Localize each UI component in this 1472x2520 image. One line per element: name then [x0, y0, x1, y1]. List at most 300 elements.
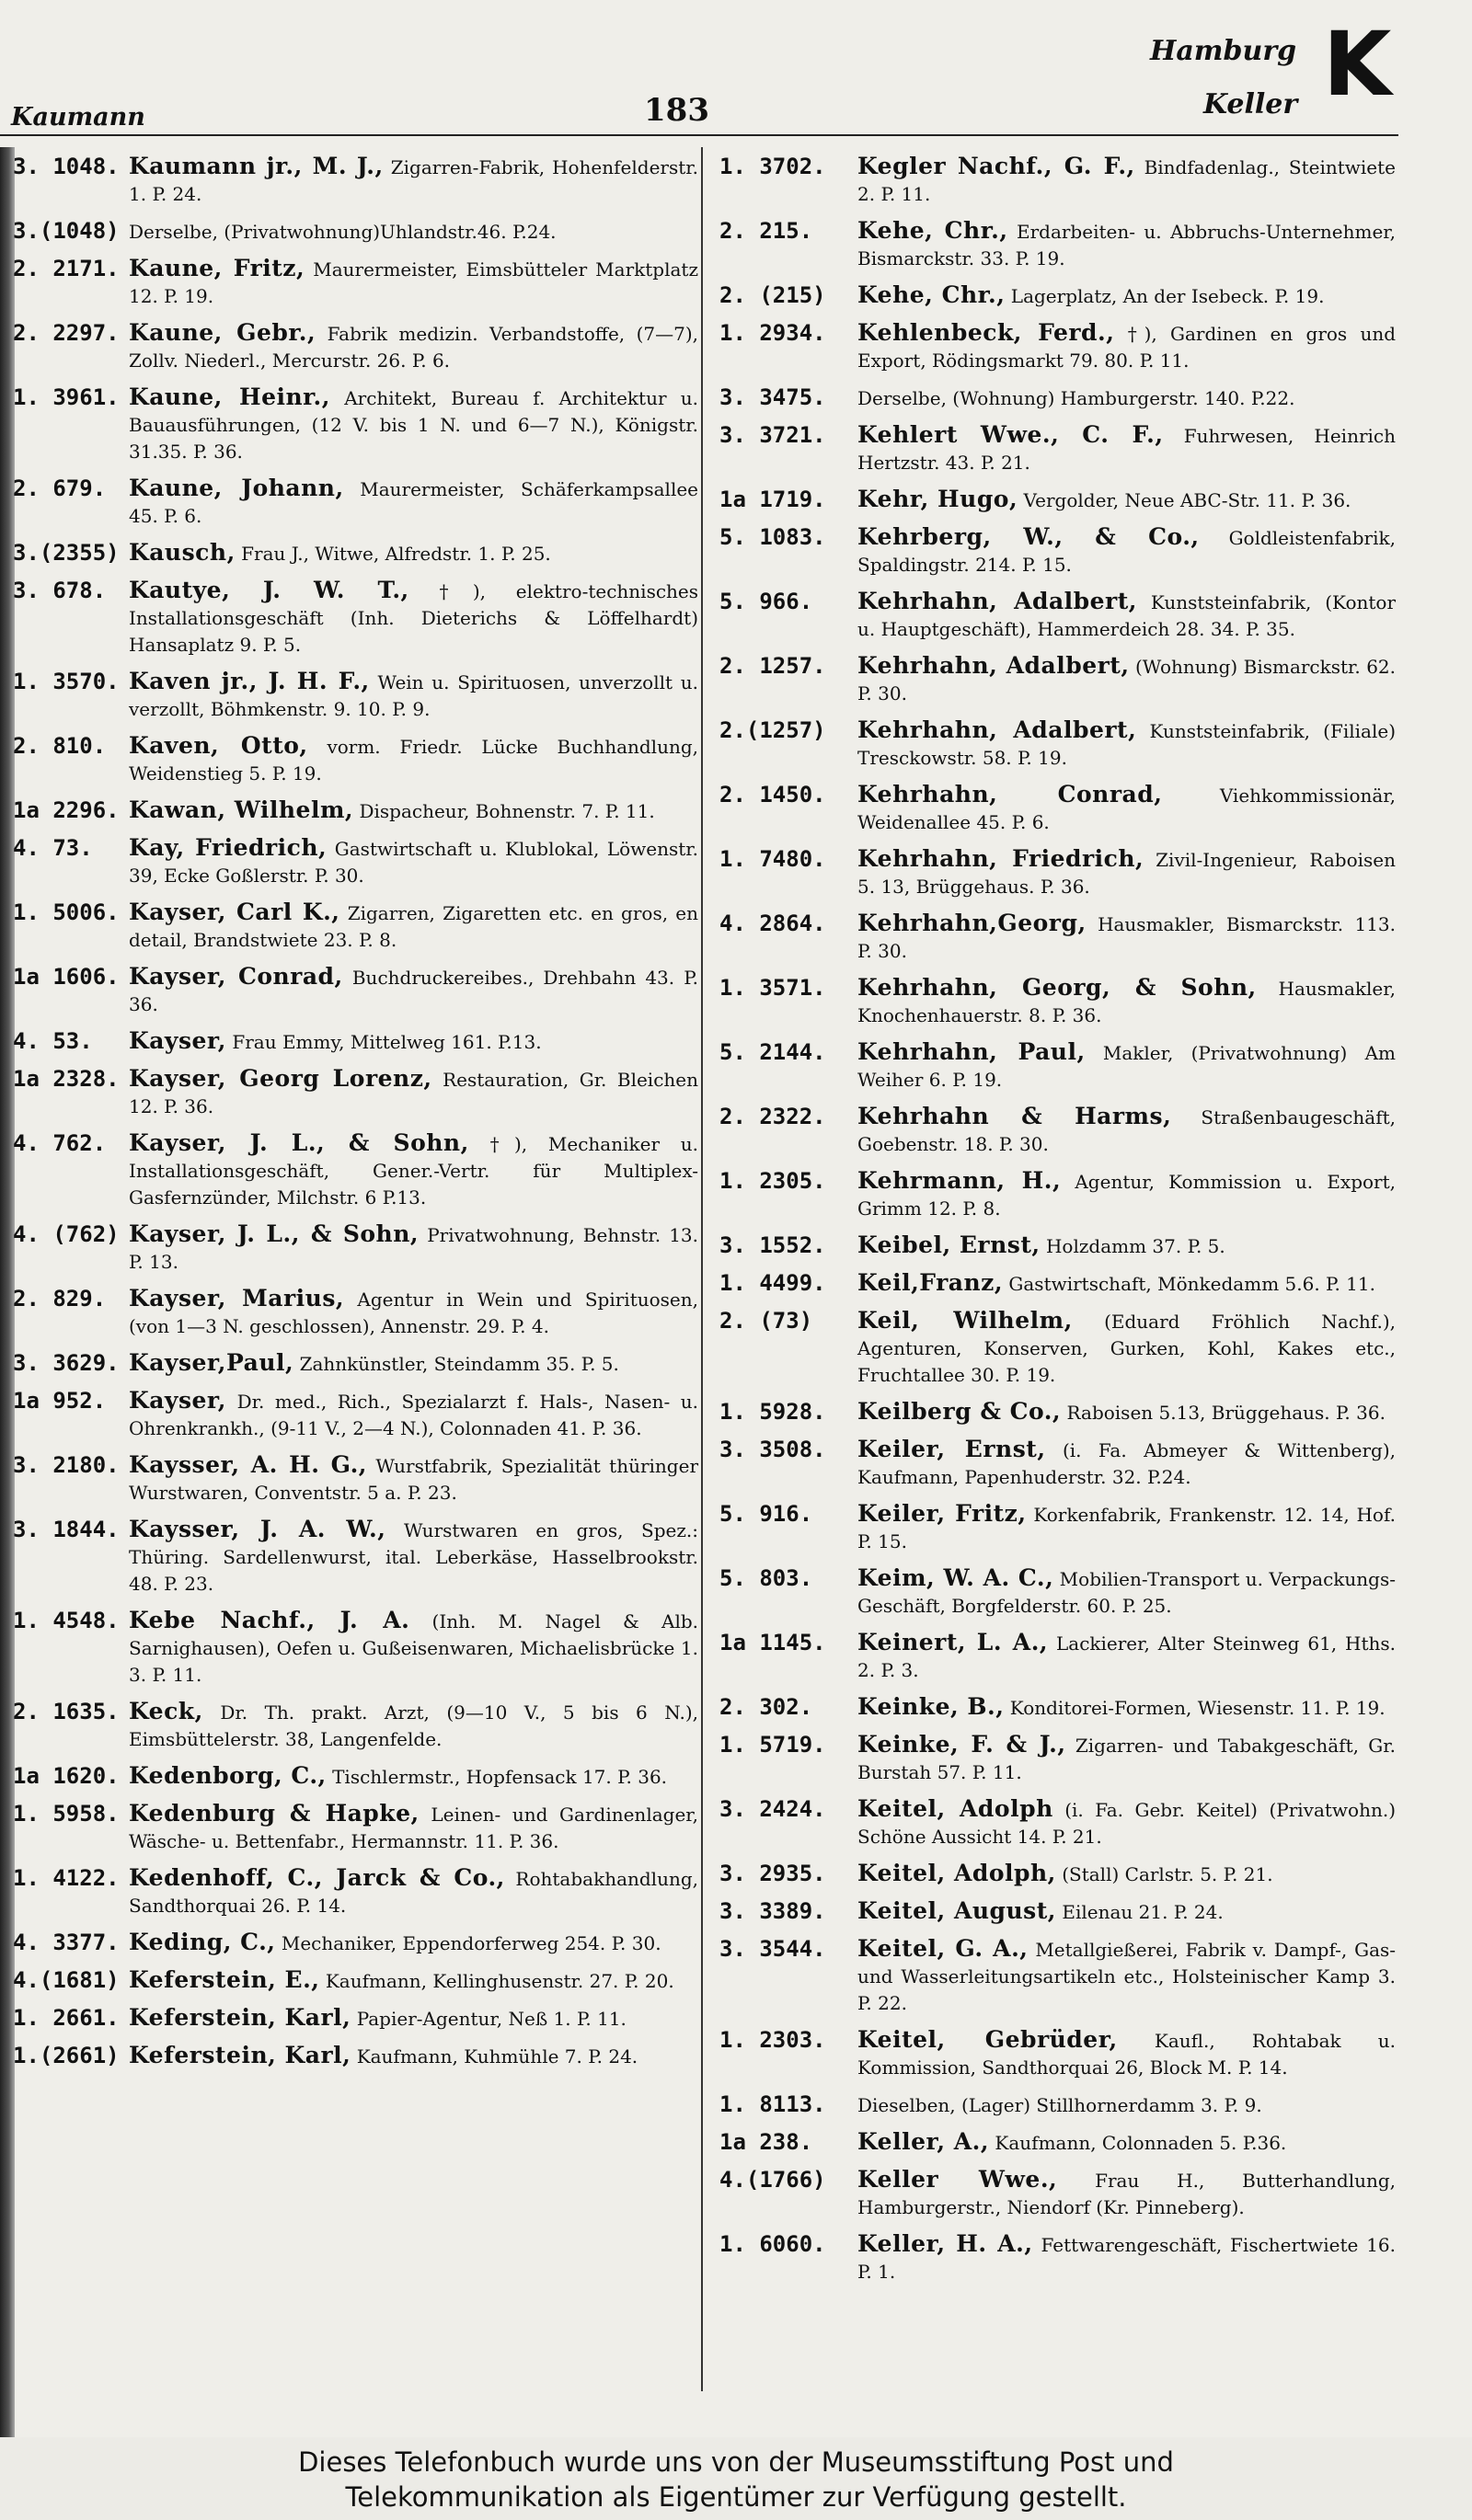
directory-entry — [719, 1038, 1396, 1094]
directory-entry — [719, 1693, 1396, 1722]
entry-body — [857, 1398, 1396, 1426]
entry-details: †), Gardinen en gros und Export, Rödingsmarkt 79. 80. P. 11. — [857, 323, 1397, 372]
entry-details: Restauration, Gr. Bleichen 12. P. 36. — [129, 1069, 699, 1117]
phone-number: 1. 3571. — [719, 975, 826, 1001]
directory-entry — [719, 652, 1396, 707]
directory-entry — [13, 2004, 698, 2033]
footer-notice — [0, 2437, 1472, 2520]
entry-name: Kayser, Georg Lorenz, — [129, 1065, 432, 1092]
directory-entry — [719, 588, 1396, 643]
directory-entry — [719, 281, 1396, 310]
phone-number: 3. 1844. — [13, 1517, 120, 1542]
entry-details: Kaufl., Rohtabak u. Kommission, Sandthorquai 26, Block M. P. 14. — [857, 2030, 1396, 2079]
phone-number: 4.(1681) — [13, 1967, 120, 1993]
entry-details: Dr. Th. prakt. Arzt, (9—10 V., 5 bis 6 N.), Eimsbüttelerstr. 38, Langenfelde. — [129, 1701, 699, 1750]
phone-number: 1a 2296. — [13, 797, 120, 823]
entry-body — [857, 1500, 1396, 1555]
entry-name: Kaumann jr., M. J., — [129, 153, 384, 179]
entry-details: Wein u. Spirituosen, unverzollt u. verzollt, Böhmkenstr. 9. 10. P. 9. — [129, 671, 699, 720]
phone-number: 1. 5719. — [719, 1732, 826, 1758]
entry-name: Keil, Wilhelm, — [857, 1307, 1073, 1334]
phone-number: 1. 5928. — [719, 1399, 826, 1425]
entry-body — [129, 1129, 698, 1211]
phone-number: 2. 302. — [719, 1694, 813, 1720]
directory-entry — [719, 974, 1396, 1029]
phone-number: 1a 952. — [13, 1388, 107, 1414]
entry-body — [129, 1065, 698, 1120]
entry-name: Kayser, J. L., & Sohn, — [129, 1220, 420, 1247]
directory-entry — [719, 421, 1396, 476]
phone-number: 3. 2180. — [13, 1452, 120, 1478]
entry-name: Kehrberg, W., & Co., — [857, 523, 1200, 550]
directory-entry — [13, 1929, 698, 1957]
entry-details: Rohtabakhandlung, Sandthorquai 26. P. 14. — [129, 1868, 698, 1917]
entry-body — [129, 834, 698, 889]
entry-name: Kaven, Otto, — [129, 732, 308, 759]
directory-entry — [13, 1966, 698, 1995]
phone-number: 3. 2935. — [719, 1861, 826, 1886]
entry-details: Raboisen 5.13, Brüggehaus. P. 36. — [1066, 1402, 1386, 1424]
entry-name: Keller, A., — [857, 2128, 990, 2155]
entry-details: Frau Emmy, Mittelweg 161. P.13. — [232, 1031, 542, 1053]
phone-number: 3. 3475. — [719, 384, 826, 410]
entry-details: Kaufmann, Kuhmühle 7. P. 24. — [356, 2045, 638, 2068]
entry-body — [857, 421, 1396, 476]
entry-details: (Wohnung) Bismarckstr. 62. P. 30. — [857, 656, 1397, 704]
directory-entry — [13, 319, 698, 374]
entry-details: (Eduard Fröhlich Nachf.), Agenturen, Konserven, Gurken, Kohl, Kakes etc., Fruchtallee 30. P. 19. — [857, 1311, 1396, 1386]
directory-entry — [719, 1398, 1396, 1426]
entry-name: Kaune, Heinr., — [129, 384, 330, 410]
phone-number: 1. 2934. — [719, 320, 826, 346]
phone-number: 3.(1048) — [13, 218, 120, 244]
entry-body — [129, 1966, 698, 1995]
phone-number: 4. 3377. — [13, 1930, 120, 1955]
entry-name: Kaune, Gebr., — [129, 319, 316, 346]
entry-body — [129, 1220, 698, 1276]
entry-body — [857, 1897, 1396, 1926]
phone-number: 1. 2305. — [719, 1168, 826, 1194]
entry-details: Konditorei-Formen, Wiesenstr. 11. P. 19. — [1009, 1697, 1386, 1719]
entry-details: Holzdamm 37. P. 5. — [1045, 1235, 1225, 1257]
entry-body — [857, 910, 1396, 965]
entry-details: (Stall) Carlstr. 5. P. 21. — [1062, 1863, 1273, 1885]
phone-number: 2.(1257) — [719, 717, 826, 743]
entry-details: Derselbe, (Wohnung) Hamburgerstr. 140. P.22. — [857, 387, 1295, 409]
directory-entry — [13, 1027, 698, 1056]
entry-details: Korkenfabrik, Frankenstr. 12. 14, Hof. P. 15. — [857, 1504, 1397, 1552]
entry-name: Kaysser, A. H. G., — [129, 1451, 368, 1478]
entry-body — [857, 974, 1396, 1029]
directory-entry — [719, 1167, 1396, 1222]
entry-body — [129, 796, 698, 825]
entry-body — [857, 1731, 1396, 1786]
directory-entry — [13, 217, 698, 246]
entry-body — [129, 1800, 698, 1855]
footer-line-1: Dieses Telefonbuch wurde uns von der Museumsstiftung Post und — [298, 2446, 1174, 2478]
directory-entry — [719, 2026, 1396, 2081]
directory-entry — [13, 1800, 698, 1855]
directory-entry — [13, 255, 698, 310]
directory-entry — [719, 1564, 1396, 1620]
entry-body — [129, 963, 698, 1018]
phone-number: 1. 4122. — [13, 1865, 120, 1891]
directory-entry — [13, 1387, 698, 1442]
entry-name: Keim, W. A. C., — [857, 1564, 1054, 1591]
entry-details: Mobilien-Transport u. Verpackungs-Geschäft, Borgfelderstr. 60. P. 25. — [857, 1568, 1396, 1617]
entry-details: Maurermeister, Eimsbütteler Marktplatz 12. P. 19. — [129, 258, 698, 307]
directory-entry — [719, 153, 1396, 208]
entry-details: Architekt, Bureau f. Architektur u. Bauausführungen, (12 V. bis 1 N. und 6—7 N.), Königstr. 31.35. P. 36. — [129, 387, 698, 463]
phone-number: 3. 3721. — [719, 422, 826, 448]
entry-details: (i. Fa. Gebr. Keitel) (Privatwohn.) Schöne Aussicht 14. P. 21. — [857, 1799, 1397, 1848]
directory-entry — [719, 217, 1396, 272]
entry-body — [129, 1864, 698, 1919]
header-left-word: Kaumann — [11, 103, 145, 132]
phone-number: 3. 2424. — [719, 1796, 826, 1822]
phone-number: 1a 238. — [719, 2129, 813, 2155]
entry-body — [857, 1629, 1396, 1684]
page-number: 183 — [644, 92, 709, 129]
entry-name: Kehrhahn & Harms, — [857, 1103, 1172, 1129]
entry-body — [857, 1167, 1396, 1222]
directory-entry — [13, 963, 698, 1018]
directory-entry — [13, 153, 698, 208]
directory-entry — [719, 1897, 1396, 1926]
phone-number: 5. 2144. — [719, 1039, 826, 1065]
phone-number: 3. 3508. — [719, 1437, 826, 1462]
phone-number: 1.(2661) — [13, 2043, 120, 2068]
entry-body — [129, 1285, 698, 1340]
entry-body — [857, 845, 1396, 900]
entry-name: Kayser,Paul, — [129, 1349, 294, 1376]
phone-number: 4. 762. — [13, 1130, 107, 1156]
directory-entry — [13, 1698, 698, 1753]
entry-name: Kedenhoff, C., Jarck & Co., — [129, 1864, 505, 1891]
entry-body — [857, 1269, 1396, 1298]
directory-entry — [719, 2090, 1396, 2119]
entry-name: Kaune, Fritz, — [129, 255, 305, 281]
phone-number: 2. 1450. — [719, 782, 826, 808]
phone-number: 4. (762) — [13, 1221, 120, 1247]
entry-body — [129, 1698, 698, 1753]
directory-entry — [13, 1220, 698, 1276]
entry-body — [857, 1564, 1396, 1620]
section-letter: K — [1323, 13, 1392, 116]
phone-number: 2. 1257. — [719, 653, 826, 679]
directory-entry — [13, 1864, 698, 1919]
entry-body — [857, 2166, 1396, 2221]
directory-entry — [719, 2128, 1396, 2157]
entry-body — [129, 539, 698, 567]
entry-body — [857, 486, 1396, 514]
entry-details: Vergolder, Neue ABC-Str. 11. P. 36. — [1023, 489, 1351, 511]
footer-line-2: Telekommunikation als Eigentümer zur Verfügung gestellt. — [345, 2481, 1127, 2513]
directory-entry — [719, 2230, 1396, 2285]
entry-details: Wurstwaren en gros, Spez.: Thüring. Sardellenwurst, ital. Leberkäse, Hasselbrookstr. 48. P. 23. — [129, 1519, 698, 1595]
entry-body — [857, 588, 1396, 643]
header-right-word: Keller — [1203, 88, 1298, 120]
entry-details: Gastwirtschaft, Mönkedamm 5.6. P. 11. — [1008, 1273, 1375, 1295]
entry-body — [129, 1027, 698, 1056]
phone-number: 3. 678. — [13, 578, 107, 603]
entry-body — [857, 716, 1396, 772]
entry-details: Zivil-Ingenieur, Raboisen 5. 13, Brüggehaus. P. 36. — [857, 849, 1396, 898]
entry-details: Erdarbeiten- u. Abbruchs-Unternehmer, Bismarckstr. 33. P. 19. — [857, 221, 1396, 269]
entry-name: Kautye, J. W. T., — [129, 577, 409, 603]
entry-details: Goldleistenfabrik, Spaldingstr. 214. P. 15. — [857, 527, 1396, 576]
phone-number: 1a 2328. — [13, 1066, 120, 1092]
directory-entry — [719, 523, 1396, 578]
entry-body — [129, 217, 698, 246]
phone-number: 5. 803. — [719, 1565, 813, 1591]
entry-details: Dieselben, (Lager) Stillhornerdamm 3. P. 9. — [857, 2094, 1262, 2116]
entry-details: Agentur, Kommission u. Export, Grimm 12. P. 8. — [857, 1171, 1396, 1220]
entry-body — [129, 1451, 698, 1506]
entry-body — [129, 384, 698, 465]
entry-body — [129, 475, 698, 530]
entry-body — [857, 384, 1396, 412]
entry-name: Keitel, Adolph — [857, 1795, 1053, 1822]
phone-number: 5. 1083. — [719, 524, 826, 550]
entry-name: Keil,Franz, — [857, 1269, 1004, 1296]
directory-entry — [13, 1129, 698, 1211]
entry-name: Keller Wwe., — [857, 2166, 1058, 2193]
entry-name: Keitel, August, — [857, 1897, 1056, 1924]
directory-entry — [719, 845, 1396, 900]
directory-entry — [719, 716, 1396, 772]
entry-body — [857, 281, 1396, 310]
phone-number: 4. 73. — [13, 835, 93, 861]
entry-name: Kayser, Conrad, — [129, 963, 343, 990]
entry-details: Frau J., Witwe, Alfredstr. 1. P. 25. — [241, 543, 551, 565]
entry-body — [129, 319, 698, 374]
directory-entry — [719, 1731, 1396, 1786]
directory-entry — [13, 1607, 698, 1689]
entry-name: Kehlert Wwe., C. F., — [857, 421, 1164, 448]
entry-details: Kunststeinfabrik, (Kontor u. Hauptgeschäft), Hammerdeich 28. 34. P. 35. — [857, 591, 1397, 640]
entry-name: Kausch, — [129, 539, 236, 566]
entry-name: Kehr, Hugo, — [857, 486, 1018, 512]
entry-details: Derselbe, (Privatwohnung)Uhlandstr.46. P.24. — [129, 221, 557, 243]
entry-name: Kegler Nachf., G. F., — [857, 153, 1135, 179]
entry-body — [857, 781, 1396, 836]
phone-number: 1. 5006. — [13, 899, 120, 925]
entry-name: Keller, H. A., — [857, 2230, 1033, 2257]
directory-entry — [13, 1065, 698, 1120]
entry-body — [857, 1307, 1396, 1389]
entry-name: Keiler, Fritz, — [857, 1500, 1027, 1527]
entry-body — [129, 1762, 698, 1791]
entry-name: Kehrhahn,Georg, — [857, 910, 1087, 936]
entry-details: Dispacheur, Bohnenstr. 7. P. 11. — [359, 800, 655, 822]
column-divider — [701, 147, 703, 2391]
phone-number: 1. 2661. — [13, 2005, 120, 2031]
entry-body — [857, 1693, 1396, 1722]
entry-name: Kedenborg, C., — [129, 1762, 327, 1789]
entry-name: Keitel, G. A., — [857, 1935, 1029, 1962]
phone-number: 2. 829. — [13, 1286, 107, 1312]
phone-number: 1a 1719. — [719, 487, 826, 512]
entry-name: Kedenburg & Hapke, — [129, 1800, 420, 1827]
phone-number: 3. 3629. — [13, 1350, 120, 1376]
directory-entry — [13, 834, 698, 889]
entry-details: Leinen- und Gardinenlager, Wäsche- u. Bettenfabr., Hermannstr. 11. P. 36. — [129, 1804, 698, 1852]
header-city: Hamburg — [1150, 35, 1297, 67]
entry-name: Kebe Nachf., J. A. — [129, 1607, 410, 1633]
entry-details: Agentur in Wein und Spirituosen, (von 1—3 N. geschlossen), Annenstr. 29. P. 4. — [129, 1289, 698, 1337]
entry-details: Frau H., Butterhandlung, Hamburgerstr., Niendorf (Kr. Pinneberg). — [857, 2170, 1397, 2218]
directory-entry — [719, 384, 1396, 412]
entry-body — [857, 523, 1396, 578]
entry-name: Kehrhahn, Adalbert, — [857, 716, 1137, 743]
entry-name: Keck, — [129, 1698, 203, 1724]
phone-number: 2. (73) — [719, 1308, 813, 1334]
directory-entry — [719, 1860, 1396, 1888]
entry-name: Kayser, Marius, — [129, 1285, 345, 1312]
directory-entry — [13, 668, 698, 723]
phone-number: 1. 8113. — [719, 2091, 826, 2117]
phone-number: 3. 3389. — [719, 1898, 826, 1924]
entry-details: Lackierer, Alter Steinweg 61, Hths. 2. P. 3. — [857, 1632, 1396, 1681]
entry-details: Eilenau 21. P. 24. — [1062, 1901, 1224, 1923]
directory-entry — [13, 577, 698, 659]
entry-name: Kehrhahn, Adalbert, — [857, 588, 1137, 614]
phone-number: 1a 1606. — [13, 964, 120, 990]
entry-name: Kaysser, J. A. W., — [129, 1516, 386, 1542]
entry-details: (i. Fa. Abmeyer & Wittenberg), Kaufmann, Papenhuderstr. 32. P.24. — [857, 1439, 1397, 1488]
directory-entry — [13, 1285, 698, 1340]
entry-details: Fettwarengeschäft, Fischertwiete 16. P. 1. — [857, 2234, 1396, 2283]
entry-name: Kayser, Carl K., — [129, 899, 340, 925]
phone-number: 1a 1620. — [13, 1763, 120, 1789]
entry-body — [857, 2128, 1396, 2157]
phone-number: 4. 2864. — [719, 911, 826, 936]
entry-body — [129, 1349, 698, 1378]
phone-number: 2. 1635. — [13, 1699, 120, 1724]
entry-details: Kunststeinfabrik, (Filiale) Tresckowstr. 58. P. 19. — [857, 720, 1397, 769]
entry-details: Makler, (Privatwohnung) Am Weiher 6. P. 19. — [857, 1042, 1396, 1091]
entry-details: Fuhrwesen, Heinrich Hertzstr. 43. P. 21. — [857, 425, 1396, 474]
entry-details: Hausmakler, Knochenhauerstr. 8. P. 36. — [857, 978, 1396, 1026]
directory-entry — [719, 319, 1396, 374]
entry-name: Keferstein, E., — [129, 1966, 320, 1993]
entry-details: Metallgießerei, Fabrik v. Dampf-, Gas- und Wasserleitungsartikeln etc., Holsteinischer Kamp 3. P. 22. — [857, 1939, 1397, 2014]
entry-name: Keitel, Adolph, — [857, 1860, 1056, 1886]
phone-number: 2. 2322. — [719, 1104, 826, 1129]
entry-name: Kayser, — [129, 1027, 226, 1054]
directory-entry — [13, 1516, 698, 1598]
entry-details: Papier-Agentur, Neß 1. P. 11. — [356, 2008, 627, 2030]
phone-number: 1. 6060. — [719, 2231, 826, 2257]
directory-entry — [13, 475, 698, 530]
entry-name: Keibel, Ernst, — [857, 1231, 1041, 1258]
phone-number: 1. 7480. — [719, 846, 826, 872]
entry-body — [129, 732, 698, 787]
phone-number: 2. 810. — [13, 733, 107, 759]
entry-name: Kaven jr., J. H. F., — [129, 668, 370, 694]
entry-name: Kayser, J. L., & Sohn, — [129, 1129, 469, 1156]
entry-name: Kehrhahn, Adalbert, — [857, 652, 1130, 679]
directory-entry — [719, 1629, 1396, 1684]
entry-name: Keilberg & Co., — [857, 1398, 1062, 1425]
phone-number: 5. 966. — [719, 589, 813, 614]
entry-name: Keinert, L. A., — [857, 1629, 1049, 1655]
entry-details: †), elektro-technisches Installationsgeschäft (Inh. Dieterichs & Löffelhardt) Hansaplatz 9. P. 5. — [129, 580, 699, 656]
entry-name: Keinke, B., — [857, 1693, 1005, 1720]
entry-details: Privatwohnung, Behnstr. 13. P. 13. — [129, 1224, 698, 1273]
entry-body — [129, 1607, 698, 1689]
phone-number: 1. 4499. — [719, 1270, 826, 1296]
phone-number: 5. 916. — [719, 1501, 813, 1527]
directory-entry — [13, 732, 698, 787]
directory-entry — [13, 384, 698, 465]
header-rule — [0, 134, 1398, 136]
phone-number: 1. 3702. — [719, 154, 826, 179]
directory-entry — [719, 781, 1396, 836]
directory-entry — [13, 1451, 698, 1506]
entry-body — [857, 1860, 1396, 1888]
entry-details: Gastwirtschaft u. Klublokal, Löwenstr. 39, Ecke Goßlerstr. P. 30. — [129, 838, 699, 887]
directory-entry — [719, 1500, 1396, 1555]
entry-name: Kawan, Wilhelm, — [129, 796, 354, 823]
entry-details: Straßenbaugeschäft, Goebenstr. 18. P. 30. — [857, 1106, 1396, 1155]
phone-number: 1. 4548. — [13, 1608, 120, 1633]
entry-details: (Inh. M. Nagel & Alb. Sarnighausen), Oefen u. Gußeisenwaren, Michaelisbrücke 1. 3. P. 11. — [129, 1610, 699, 1686]
entry-body — [129, 2042, 698, 2070]
directory-entry — [13, 539, 698, 567]
phone-number: 3. 1048. — [13, 154, 120, 179]
directory-entry — [719, 2166, 1396, 2221]
entry-body — [857, 1038, 1396, 1094]
entry-name: Kayser, — [129, 1387, 226, 1414]
entry-body — [129, 899, 698, 954]
entry-body — [857, 1231, 1396, 1260]
entry-body — [129, 255, 698, 310]
phone-number: 1. 2303. — [719, 2027, 826, 2053]
entry-details: Zigarren-Fabrik, Hohenfelderstr. 1. P. 24. — [129, 156, 699, 205]
directory-entry — [719, 486, 1396, 514]
entry-body — [857, 1935, 1396, 2017]
directory-entry — [719, 1269, 1396, 1298]
entry-body — [129, 1929, 698, 1957]
phone-number: 2. 2297. — [13, 320, 120, 346]
entry-name: Keferstein, Karl, — [129, 2042, 351, 2068]
entry-name: Kehe, Chr., — [857, 281, 1006, 308]
entry-name: Keferstein, Karl, — [129, 2004, 351, 2031]
directory-entry — [13, 899, 698, 954]
entry-name: Keinke, F. & J., — [857, 1731, 1066, 1758]
entry-details: Kaufmann, Kellinghusenstr. 27. P. 20. — [325, 1970, 674, 1992]
entry-body — [129, 668, 698, 723]
directory-entry — [13, 1762, 698, 1791]
left-column — [13, 153, 698, 2079]
entry-details: Hausmakler, Bismarckstr. 113. P. 30. — [857, 913, 1397, 962]
phone-number: 1. 3961. — [13, 384, 120, 410]
entry-details: Dr. med., Rich., Spezialarzt f. Hals-, Nasen- u. Ohrenkrankh., (9-11 V., 2—4 N.), Colonnaden 41. P. 36. — [129, 1391, 698, 1439]
entry-body — [857, 319, 1396, 374]
entry-body — [857, 1436, 1396, 1491]
phone-number: 2. 679. — [13, 475, 107, 501]
entry-name: Kay, Friedrich, — [129, 834, 328, 861]
entry-name: Keitel, Gebrüder, — [857, 2026, 1118, 2053]
directory-entry — [719, 1436, 1396, 1491]
directory-entry — [719, 1795, 1396, 1850]
directory-entry — [719, 1307, 1396, 1389]
entry-name: Kehrhahn, Friedrich, — [857, 845, 1144, 872]
entry-name: Kehrhahn, Conrad, — [857, 781, 1163, 808]
entry-details: Mechaniker, Eppendorferweg 254. P. 30. — [281, 1932, 661, 1954]
